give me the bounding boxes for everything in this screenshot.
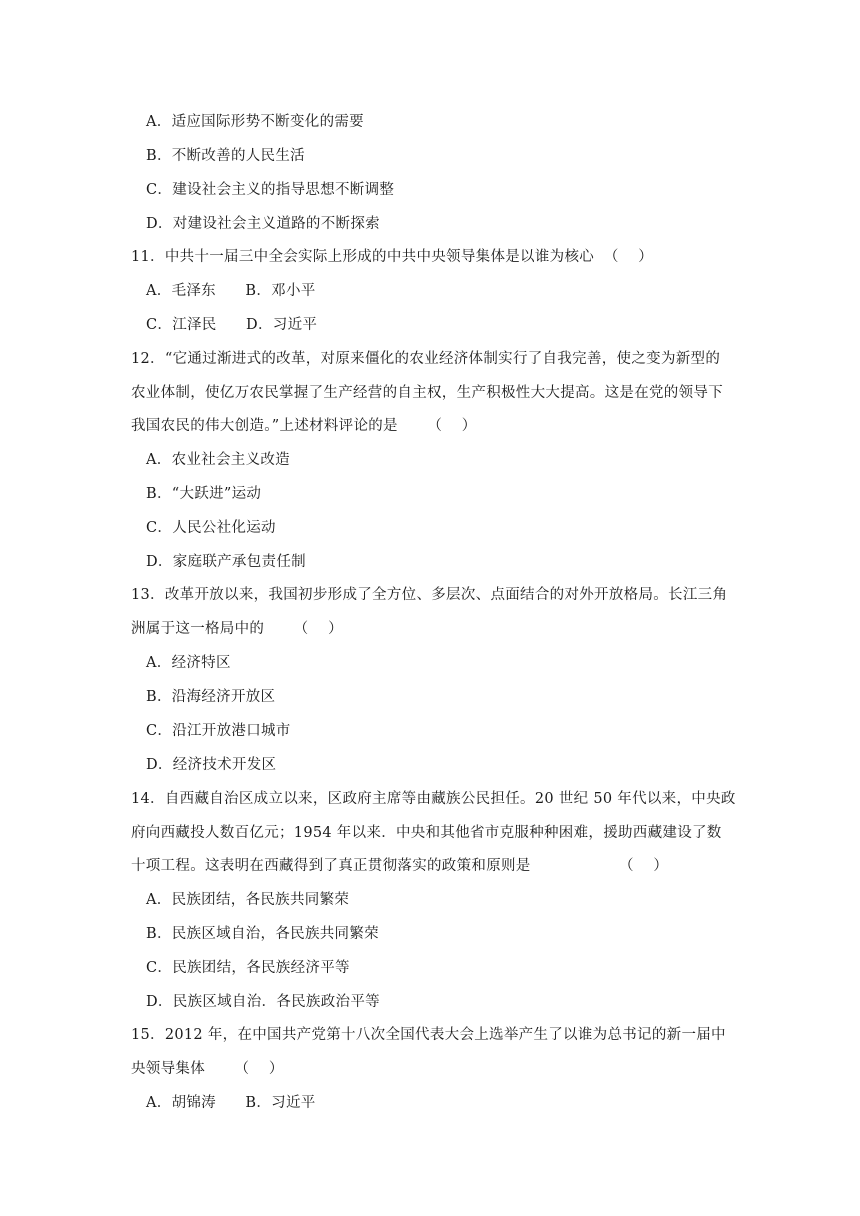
question-stem: 11．中共十一届三中全会实际上形成的中共中央领导集体是以谁为核心 （ ） (131, 249, 654, 265)
option-c: C．沿江开放港口城市 (146, 723, 291, 739)
question-stem-line: 14．自西藏自治区成立以来，区政府主席等由藏族公民担任。20 世纪 50 年代以来，中央政 (131, 791, 736, 807)
option-b: B．民族区域自治，各民族共同繁荣 (146, 926, 379, 942)
question-stem-line: 农业体制，使亿万农民掌握了生产经营的自主权，生产积极性大大提高。这是在党的领导下 (131, 385, 723, 401)
options-row: C．江泽民 D．习近平 (146, 317, 318, 333)
option-c: C．人民公社化运动 (146, 520, 276, 536)
option-c: C．建设社会主义的指导思想不断调整 (146, 182, 395, 198)
option-a: A．经济特区 (146, 655, 231, 671)
question-stem-line: 府向西藏投人数百亿元；1954 年以来．中央和其他省市克服种种困难，援助西藏建设了数 (131, 825, 722, 841)
option-b: B．沿海经济开放区 (146, 689, 276, 705)
option-d: D．经济技术开发区 (146, 757, 277, 773)
question-stem-line: 13．改革开放以来，我国初步形成了全方位、多层次、点面结合的对外开放格局。长江三角 (131, 587, 728, 603)
question-stem-line: 12．“它通过渐进式的改革，对原来僵化的农业经济体制实行了自我完善，使之变为新型的 (131, 351, 721, 367)
option-d: D．对建设社会主义道路的不断探索 (146, 216, 380, 232)
question-stem-line: 十项工程。这表明在西藏得到了真正贯彻落实的政策和原则是 （ ） (131, 858, 669, 874)
question-stem-line: 央领导集体 （ ） (131, 1061, 284, 1077)
option-a: A．民族团结，各民族共同繁荣 (146, 892, 350, 908)
option-a: A．农业社会主义改造 (146, 452, 290, 468)
option-a: A．适应国际形势不断变化的需要 (146, 114, 364, 130)
option-d: D．家庭联产承包责任制 (146, 554, 306, 570)
options-row: A．胡锦涛 B．习近平 (146, 1095, 316, 1111)
question-stem-line: 15．2012 年，在中国共产党第十八次全国代表大会上选举产生了以谁为总书记的新一届中 (131, 1027, 726, 1043)
option-b: B．不断改善的人民生活 (146, 148, 305, 164)
options-row: A．毛泽东 B．邓小平 (146, 283, 316, 299)
question-stem-line: 洲属于这一格局中的 （ ） (131, 621, 343, 637)
option-b: B．“大跃进”运动 (146, 486, 262, 502)
question-stem-line: 我国农民的伟大创造。”上述材料评论的是 （ ） (131, 418, 477, 434)
option-d: D．民族区域自治．各民族政治平等 (146, 994, 380, 1010)
option-c: C．民族团结，各民族经济平等 (146, 960, 350, 976)
